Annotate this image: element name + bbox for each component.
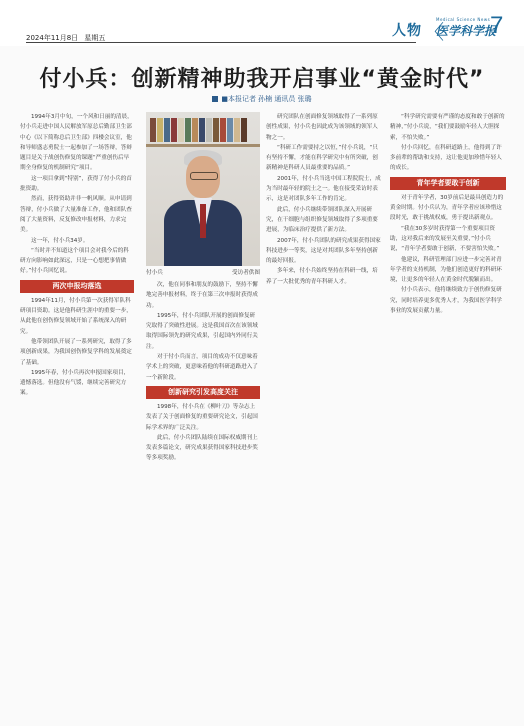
col4-paragraphs xyxy=(390,112,506,174)
byline xyxy=(0,94,524,104)
paragraph: “科学研究需要有严谨的态度和敢于创新的精神，”付小兵说，“我们要鼓励年轻人大胆探索，不怕失败。” xyxy=(390,114,505,141)
paragraph: 付小兵回忆，在科研道路上，他得到了许多前辈的帮助和支持，这让他更加珍惜年轻人的成长。 xyxy=(390,144,502,172)
column-name: 医学科学报 xyxy=(436,24,497,38)
portrait-tie xyxy=(200,204,206,238)
paragraph: 他带领团队开展了一系列研究，取得了多项创新成果，为我国创伤修复学科的发展奠定了基础。 xyxy=(20,338,132,366)
column-3 xyxy=(266,112,382,720)
column-4 xyxy=(390,112,506,720)
col4-after-paragraphs xyxy=(390,193,506,317)
date-text: 2024年11月8日 xyxy=(26,34,79,42)
paragraph: 此后，付小兵团队陆续在国际权威期刊上发表多篇论文，研究成果获得国家科技进步奖等多项奖励。 xyxy=(146,434,258,462)
paragraph: 对于付小兵而言，项目的成功不仅意味着学术上的突破，更意味着他的科研道路进入了一个新阶段。 xyxy=(146,354,258,381)
photo-caption xyxy=(146,268,260,276)
article-title: 付小兵：创新精神助我开启事业“黄金时代” xyxy=(39,67,485,92)
col2-after-paragraphs xyxy=(146,402,260,464)
portrait-photo xyxy=(146,112,260,266)
column-en-name: Medical Science News xyxy=(436,17,491,22)
paragraph: 研究团队在创面修复领域取得了一系列原创性成果，付小兵也因此成为该领域的领军人物之一。 xyxy=(266,114,378,141)
subhead-2: 创新研究引发高度关注 xyxy=(146,386,260,399)
paragraph: “我在30多岁时获得第一个重要项目资助，这对我后来的发展至关重要，”付小兵说，“青年学者要敢于创新，不要害怕失败。” xyxy=(390,225,500,253)
weekday-text: 星期五 xyxy=(84,34,106,42)
paragraph: 然而，获得资助并非一帆风顺。从申请到答辩，付小兵做了大量准备工作，他和团队查阅了大量资料，反复修改申报材料，力求完美。 xyxy=(20,196,132,234)
glasses-icon xyxy=(190,172,218,180)
bookshelf-top xyxy=(150,118,256,144)
paragraph: 2007年，付小兵团队的研究成果获得国家科技进步一等奖，这是对其团队多年坚持创新的最好回报。 xyxy=(266,237,381,265)
shelf-board xyxy=(146,144,260,147)
paragraph: “科研工作需要持之以恒，”付小兵说，“只有坚持不懈，才能在科学研究中有所突破，创新精神是科研人员最重要的品质。” xyxy=(266,144,378,172)
col1-paragraphs xyxy=(20,112,134,277)
header-rule xyxy=(26,42,416,43)
subhead-1: 两次申报均落选 xyxy=(20,280,134,293)
paragraph: 对于青年学者，30岁前后是最具创造力的黄金时期。付小兵认为，青年学者应该珍惜这段时光，敢于挑战权威，勇于提出新观点。 xyxy=(390,194,504,222)
byline-text: ■本报记者 孙楠 通讯员 张璐 xyxy=(221,95,312,103)
section-label: 人物 xyxy=(392,23,422,39)
paragraph: 付小兵表示，他将继续致力于创伤修复研究，同时培养更多优秀人才，为我国医学科学事业的发展贡献力量。 xyxy=(390,287,502,315)
col3-paragraphs xyxy=(266,112,382,287)
paragraph: 1998年，付小兵在《柳叶刀》等杂志上发表了关于创面修复的重要研究论文，引起国际学术界的广泛关注。 xyxy=(146,403,258,431)
paragraph: 多年来，付小兵始终坚持在科研一线，培养了一大批优秀的青年科研人才。 xyxy=(266,268,378,285)
caption-credit: 受访者供图 xyxy=(232,270,260,276)
paragraph: “当时并不知道这个项目会对我今后的科研方向影响如此深远，只是一心想把事情做好。”付小兵回忆说。 xyxy=(20,247,129,275)
col1-after-paragraphs xyxy=(20,296,134,399)
paragraph: 1995年春，付小兵再次申报国家项目，遗憾落选。但他没有气馁，继续完善研究方案。 xyxy=(20,369,130,397)
paragraph: 此后，付小兵继续带领团队深入开展研究，在干细胞与组织修复领域取得了多项重要进展，为临床治疗提供了新方法。 xyxy=(266,206,378,234)
column-2 xyxy=(146,280,260,720)
paragraph: 1994年3月中旬，一个风和日丽的清晨，付小兵走进中国人民解放军原总后勤部卫生部中心《以下简称总后卫生部》四楼会议室，他和导师盛志勇院士一起参加了一场答辩，答辩题目是关于战创伤修复的课题“严重创伤后早期全身修复的机制研究”项目。 xyxy=(20,114,133,172)
column-1 xyxy=(20,112,134,720)
paragraph: 这一年，付小兵34岁。 xyxy=(31,237,89,244)
section-brace-icon: 〈 xyxy=(424,20,444,44)
caption-name: 付小兵 xyxy=(146,270,163,276)
paragraph: 这一项目拿到“特别”，获得了付小兵的首批资助。 xyxy=(20,175,132,193)
subhead-3: 青年学者要敢于创新 xyxy=(390,177,506,190)
paragraph: 1995年，付小兵团队开展的创面修复研究取得了突破性进展。这是我国首次在该领域取得国际领先的研究成果，引起国内外同行关注。 xyxy=(146,312,258,350)
paragraph: 2001年，付小兵当选中国工程院院士，成为当时最年轻的院士之一。他在接受采访时表示，这是对团队多年工作的肯定。 xyxy=(266,175,381,203)
paragraph: 次，他在同事和朋友的鼓励下，坚持不懈地完善申报材料，终于在第三次申报时获得成功。 xyxy=(146,282,258,309)
paragraph: 1994年11月，付小兵第一次获得军队科研项目资助。这是他科研生涯中的重要一步，从此他在创伤修复领域开始了系统深入的研究。 xyxy=(20,297,132,335)
col2-paragraphs xyxy=(146,280,260,383)
page-header xyxy=(0,0,524,46)
paragraph: 他建议，科研管理部门应进一步完善对青年学者的支持机制，为他们创造更好的科研环境，让更多的年轻人在黄金时代脱颖而出。 xyxy=(390,256,502,284)
page-number: 7 xyxy=(490,12,504,39)
byline-square-icon xyxy=(212,96,218,102)
